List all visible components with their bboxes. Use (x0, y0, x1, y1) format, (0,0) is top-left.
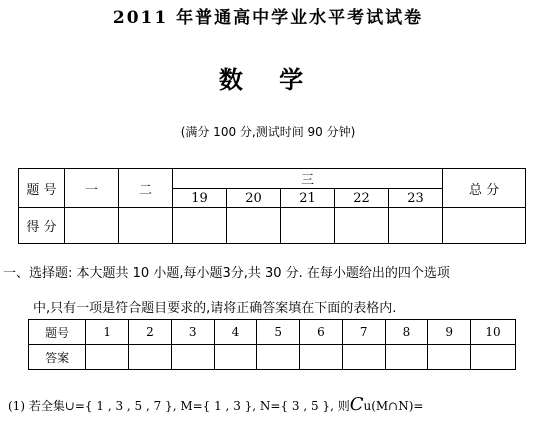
answer-cell[interactable] (300, 345, 343, 370)
subject-title: 数 学 (218, 65, 318, 94)
answer-number: 3 (171, 320, 214, 345)
score-col-one: 一 (65, 169, 119, 208)
answer-number: 6 (300, 320, 343, 345)
answer-cell[interactable] (342, 345, 385, 370)
answer-table (28, 319, 516, 370)
answer-label-question: 题号 (29, 320, 86, 345)
answer-number: 8 (385, 320, 428, 345)
question-1-expression: u(M∩N)= (363, 399, 424, 413)
answer-cell[interactable] (214, 345, 257, 370)
question-1-text: (1) 若全集∪={ 1 , 3 , 5 , 7 }, M={ 1 , 3 }, N={ 3 , 5 }, 则 (8, 399, 350, 413)
score-sub-20: 20 (227, 189, 281, 208)
score-sub-22: 22 (335, 189, 389, 208)
section1-instructions-line1: 一、选择题: 本大题共 10 小题,每小题3分,共 30 分. 在每小题给出的四个选项 (3, 266, 450, 281)
answer-cell[interactable] (129, 345, 172, 370)
score-cell[interactable] (389, 208, 443, 244)
score-table (18, 168, 526, 244)
answer-cell[interactable] (86, 345, 129, 370)
answer-cell[interactable] (471, 345, 516, 370)
score-cell[interactable] (173, 208, 227, 244)
answer-cell[interactable] (385, 345, 428, 370)
answer-number: 1 (86, 320, 129, 345)
score-cell[interactable] (65, 208, 119, 244)
score-cell[interactable] (335, 208, 389, 244)
score-label-score: 得 分 (19, 208, 65, 244)
answer-label-answer: 答案 (29, 345, 86, 370)
score-cell[interactable] (119, 208, 173, 244)
score-sub-21: 21 (281, 189, 335, 208)
score-sub-19: 19 (173, 189, 227, 208)
score-cell[interactable] (443, 208, 526, 244)
score-label-question: 题 号 (19, 169, 65, 208)
answer-number: 5 (257, 320, 300, 345)
exam-notes: (满分 100 分,测试时间 90 分钟) (180, 125, 356, 139)
answer-number: 9 (428, 320, 471, 345)
score-total: 总 分 (443, 169, 526, 208)
answer-cell[interactable] (428, 345, 471, 370)
complement-symbol: C (349, 394, 364, 415)
answer-number: 2 (129, 320, 172, 345)
score-sub-23: 23 (389, 189, 443, 208)
score-col-three: 三 (173, 169, 443, 189)
question-1 (8, 394, 536, 415)
score-col-two: 二 (119, 169, 173, 208)
answer-number: 4 (214, 320, 257, 345)
section1-instructions-line2: 中,只有一项是符合题目要求的,请将正确答案填在下面的表格内. (33, 301, 397, 316)
score-cell[interactable] (227, 208, 281, 244)
answer-number: 7 (342, 320, 385, 345)
answer-cell[interactable] (257, 345, 300, 370)
answer-number: 10 (471, 320, 516, 345)
answer-cell[interactable] (171, 345, 214, 370)
score-cell[interactable] (281, 208, 335, 244)
exam-title: 2011 年普通高中学业水平考试试卷 (112, 8, 424, 28)
